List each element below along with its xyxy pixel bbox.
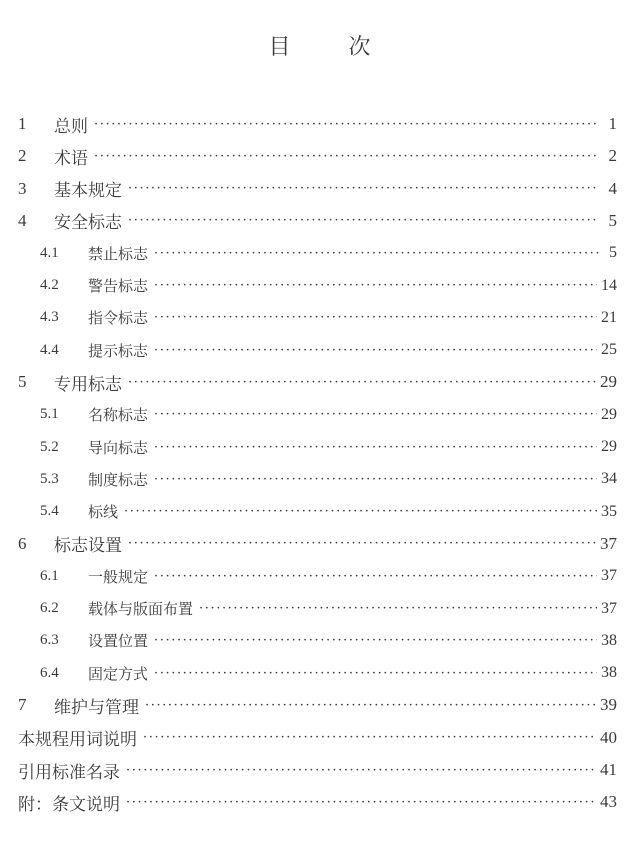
toc-entry-title: 基本规定 bbox=[54, 181, 122, 202]
toc-entry-title: 一般规定 bbox=[88, 567, 149, 586]
dot-leader bbox=[128, 376, 596, 389]
toc-entry-title: 术语 bbox=[54, 148, 88, 169]
toc-entry-number: 3 bbox=[18, 178, 27, 198]
dot-leader bbox=[154, 247, 599, 260]
toc-entry-title: 维护与管理 bbox=[54, 697, 139, 718]
toc-entry[interactable] bbox=[18, 399, 617, 431]
toc-entry-title: 附：条文说明 bbox=[18, 794, 120, 815]
toc-entry-page-number: 34 bbox=[601, 470, 617, 488]
toc-entry-title: 固定方式 bbox=[88, 664, 149, 683]
toc-entry[interactable] bbox=[18, 722, 617, 754]
dot-leader bbox=[124, 505, 597, 518]
toc-entry-title: 引用标准名录 bbox=[18, 762, 120, 783]
toc-entry-title: 指令标志 bbox=[88, 309, 149, 328]
title-char-1: 目 bbox=[268, 35, 291, 60]
toc-entry-title: 提示标志 bbox=[88, 341, 149, 360]
toc-entry-number: 6.1 bbox=[40, 567, 59, 584]
dot-leader bbox=[199, 602, 597, 615]
dot-leader bbox=[154, 408, 597, 421]
toc-entry-title: 标志设置 bbox=[54, 536, 122, 557]
dot-leader bbox=[154, 667, 597, 680]
toc-entry-number: 4 bbox=[18, 210, 27, 230]
dot-leader bbox=[154, 279, 597, 292]
dot-leader bbox=[128, 214, 599, 227]
toc-entry[interactable] bbox=[18, 754, 617, 786]
toc-entry-page-number: 2 bbox=[608, 146, 617, 166]
toc-entry[interactable] bbox=[18, 593, 617, 625]
toc-entry-page-number: 14 bbox=[601, 276, 617, 294]
toc-entry-page-number: 5 bbox=[608, 210, 617, 230]
toc-entry[interactable] bbox=[18, 302, 617, 334]
dot-leader bbox=[143, 731, 596, 744]
toc-entry-title: 警告标志 bbox=[88, 277, 149, 295]
toc-entry-page-number: 37 bbox=[600, 533, 617, 553]
toc-entry-title: 设置位置 bbox=[88, 632, 149, 651]
toc-entry-page-number: 39 bbox=[600, 695, 617, 715]
toc-entry-number: 5.2 bbox=[40, 438, 59, 455]
toc-entry-page-number: 29 bbox=[601, 438, 617, 455]
toc-entry-number: 5.3 bbox=[40, 470, 59, 487]
toc-entry-number: 4.4 bbox=[40, 341, 59, 358]
toc-entry[interactable] bbox=[18, 334, 617, 366]
toc-entry[interactable] bbox=[18, 689, 617, 721]
toc-entry[interactable] bbox=[18, 237, 617, 269]
toc-entry-page-number: 5 bbox=[609, 244, 617, 262]
toc-entry-title: 载体与版面布置 bbox=[88, 600, 194, 618]
toc-entry[interactable] bbox=[18, 431, 617, 463]
toc-entry-page-number: 37 bbox=[601, 567, 617, 585]
toc-entry-number: 2 bbox=[18, 146, 27, 166]
toc-entry-title: 标线 bbox=[88, 503, 119, 522]
page-title bbox=[0, 30, 639, 61]
toc-entry-page-number: 41 bbox=[600, 760, 617, 779]
toc-entry-number: 6.4 bbox=[40, 664, 59, 681]
toc-entry-page-number: 29 bbox=[601, 405, 617, 423]
dot-leader bbox=[154, 473, 597, 486]
toc-entry-title: 总则 bbox=[54, 116, 88, 137]
toc-entry-number: 6.3 bbox=[40, 632, 59, 649]
toc-entry-page-number: 29 bbox=[600, 372, 617, 392]
toc-entry[interactable] bbox=[18, 108, 617, 140]
toc-entry-number: 4.1 bbox=[40, 244, 59, 261]
toc-entry-number: 7 bbox=[18, 695, 27, 715]
toc-entry[interactable] bbox=[18, 786, 617, 818]
toc-entry-title: 专用标志 bbox=[54, 374, 122, 395]
toc-entry-title: 导向标志 bbox=[88, 438, 149, 457]
toc-entry-page-number: 37 bbox=[601, 599, 617, 617]
toc-entry-title: 安全标志 bbox=[54, 213, 122, 234]
toc-entry-number: 5.4 bbox=[40, 503, 59, 520]
toc-entry-number: 4.2 bbox=[40, 277, 59, 293]
dot-leader bbox=[154, 441, 597, 454]
toc-entry-number: 1 bbox=[18, 114, 27, 133]
toc-entry-page-number: 1 bbox=[608, 114, 617, 133]
dot-leader bbox=[154, 570, 597, 583]
toc-entry-title: 禁止标志 bbox=[88, 244, 149, 263]
dot-leader bbox=[128, 537, 596, 550]
toc-entry[interactable] bbox=[18, 270, 617, 302]
toc-entry[interactable] bbox=[18, 528, 617, 560]
toc-entry-number: 6.2 bbox=[40, 600, 59, 616]
toc-entry-page-number: 43 bbox=[600, 792, 617, 812]
toc-entry-page-number: 38 bbox=[601, 664, 617, 682]
toc-entry-page-number: 40 bbox=[600, 727, 617, 747]
toc-entry-title: 制度标志 bbox=[88, 470, 149, 489]
toc-entry-page-number: 4 bbox=[608, 178, 617, 198]
dot-leader bbox=[128, 182, 599, 195]
dot-leader bbox=[126, 764, 596, 777]
toc-entry-title: 本规程用词说明 bbox=[18, 730, 137, 751]
toc-entry-page-number: 25 bbox=[601, 341, 617, 359]
toc-entry[interactable] bbox=[18, 205, 617, 237]
toc-entry[interactable] bbox=[18, 560, 617, 592]
title-char-2: 次 bbox=[348, 35, 371, 60]
toc-entry-number: 6 bbox=[18, 533, 27, 553]
toc-entry-page-number: 38 bbox=[601, 631, 617, 649]
toc-entry-number: 4.3 bbox=[40, 309, 59, 326]
toc-entry-title: 名称标志 bbox=[88, 406, 149, 425]
dot-leader bbox=[94, 150, 599, 163]
dot-leader bbox=[126, 796, 596, 809]
dot-leader bbox=[154, 634, 597, 647]
toc-entry-number: 5.1 bbox=[40, 406, 59, 423]
dot-leader bbox=[94, 118, 599, 131]
toc-entry[interactable] bbox=[18, 140, 617, 172]
toc-entry-page-number: 35 bbox=[601, 502, 617, 520]
toc-entry[interactable] bbox=[18, 173, 617, 205]
toc-entry[interactable] bbox=[18, 366, 617, 398]
toc-entry[interactable] bbox=[18, 496, 617, 528]
toc-entry-page-number: 21 bbox=[601, 308, 617, 326]
toc-entry[interactable] bbox=[18, 625, 617, 657]
toc-entry-number: 5 bbox=[18, 372, 27, 392]
dot-leader bbox=[154, 344, 597, 357]
dot-leader bbox=[145, 699, 596, 712]
toc-entry[interactable] bbox=[18, 657, 617, 689]
dot-leader bbox=[154, 311, 597, 324]
toc-entry[interactable] bbox=[18, 463, 617, 495]
